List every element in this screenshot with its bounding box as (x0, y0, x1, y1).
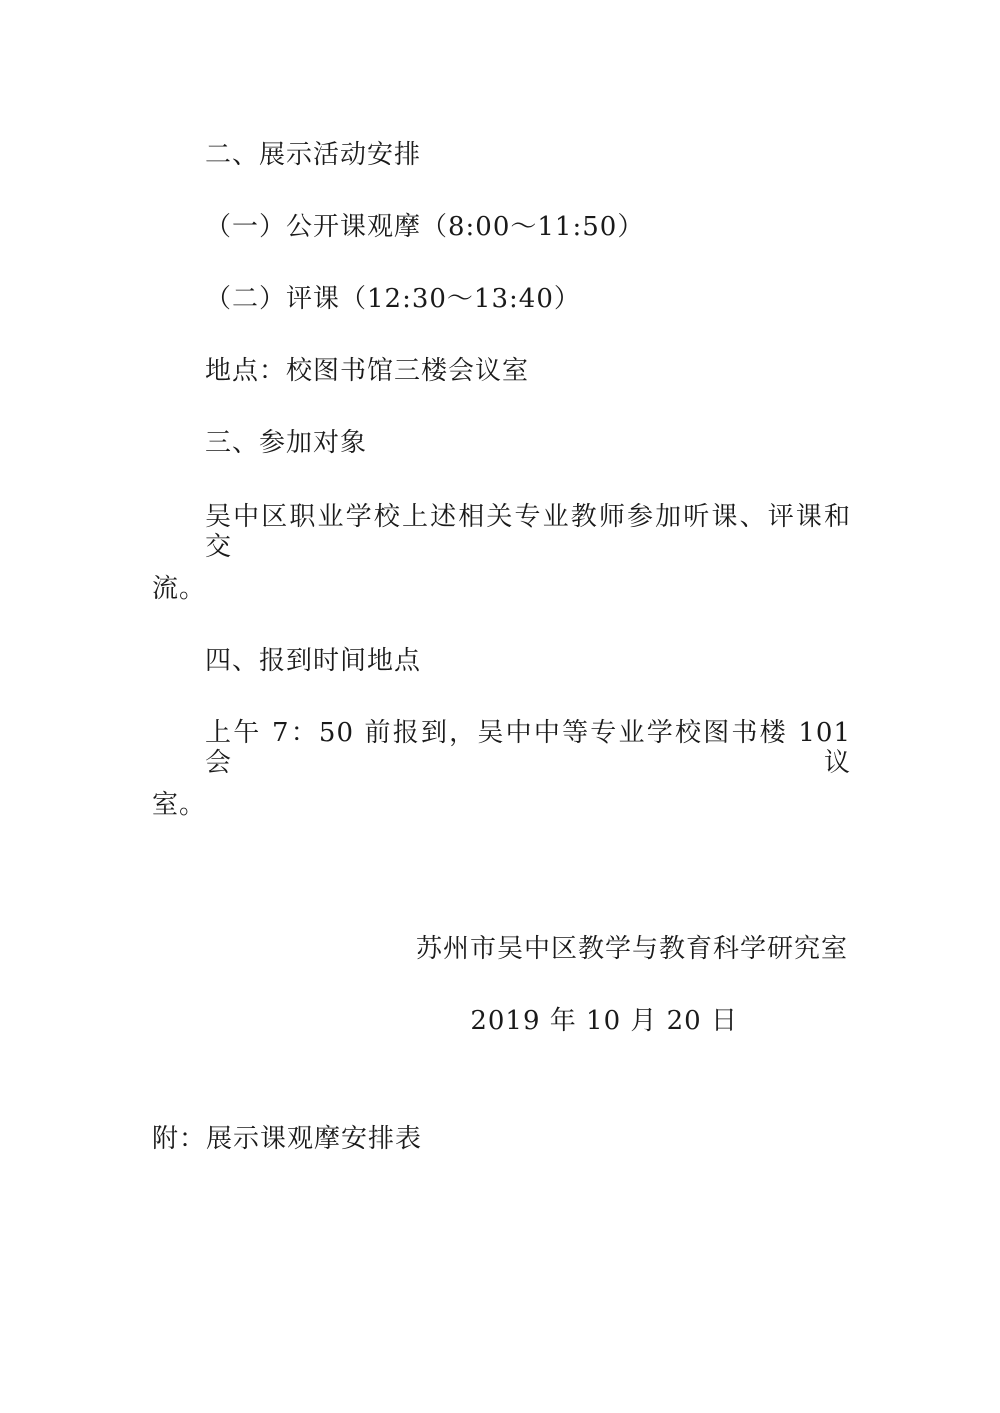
attachment-label: 附：展示课观摩安排表 (152, 1124, 423, 1154)
participants-text-line1: 吴中区职业学校上述相关专业教师参加听课、评课和交 (205, 502, 851, 562)
section-heading-participants: 三、参加对象 (205, 428, 368, 458)
location-text: 地点：校图书馆三楼会议室 (205, 356, 530, 386)
participants-text-line2: 流。 (152, 574, 207, 604)
issuing-organization: 苏州市吴中区教学与教育科学研究室 (415, 934, 848, 964)
schedule-item-open-class: （一）公开课观摩（8:00～11:50） (205, 212, 645, 242)
registration-text-line1: 上午 7：50 前报到，吴中中等专业学校图书楼 101 会议 (205, 718, 851, 778)
section-heading-activity-arrangement: 二、展示活动安排 (205, 140, 422, 170)
section-heading-registration: 四、报到时间地点 (205, 646, 422, 676)
registration-text-line2: 室。 (152, 790, 207, 820)
schedule-item-review: （二）评课（12:30～13:40） (205, 284, 581, 314)
issue-date: 2019 年 10 月 20 日 (470, 1006, 738, 1036)
